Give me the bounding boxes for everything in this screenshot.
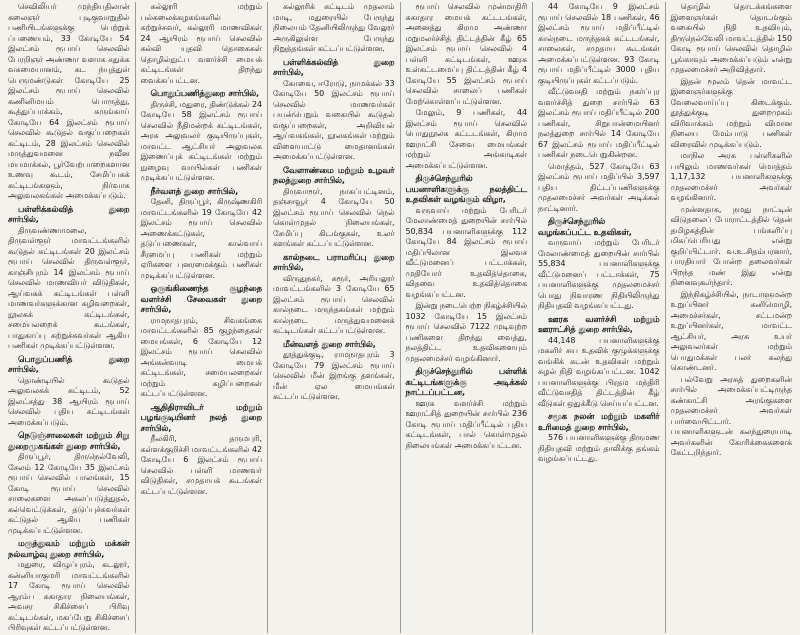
article-paragraph: திருவாரூர், நாகப்பட்டினம், தஞ்சாவூர் 4 கோடியே 50 இலட்சம் ரூபாய் செலவில் நெல் கொள்முதல் நிலையங்கள், சேமிப்பு கிடங்குகள், உலர் களங்கள் கட்டப்பட்டுள்ளன. <box>273 186 395 248</box>
section-subheading: சமூக நலன் மற்றும் மகளிர் உரிமைத் துறை சார்பில், <box>538 411 660 432</box>
article-paragraph: பல்வேறு அரசுத் துறைகளின் சார்பில் அமைக்கப்பட்டிருந்த கண்காட்சி அரங்குகளை முதலமைச்சர் அவர்கள் பார்வையிட்டார். பயனாளிகளுடன் கலந்துரையாடி அவர்களின் கோரிக்கைகளைக் கேட்டறிந்தார். <box>670 374 792 457</box>
article-paragraph: 44 கோடியே 9 இலட்சம் ரூபாய் செலவில் 18 பணிகள், 46 இலட்சம் ரூபாய் மதிப்பீட்டில் கால்நடை மருந்தகக் கட்டடங்கள், சாலைகள், சமுதாய கூடங்கள் அமைக்கப்பட்டுள்ளன. 93 கோடி ரூபாய் மதிப்பீட்டில் 3000 புதிய குடியிருப்புகள் கட்டப்படும். <box>538 2 660 85</box>
article-paragraph: திருவண்ணாமலை, திருவள்ளூர் மாவட்டங்களில் கூடுதல் கட்டிடங்கள் 20 இலட்சம் ரூபாய் செலவில் திருவள்ளூர், காஞ்சிபுரம் 14 இலட்சம் ரூபாய் செலவில் மாணவியர் விடுதிகள், ஆய்வகக் கட்டிடங்கள் பள்ளி மாணவர்களுக்கான கழிவறைகள், நூலகக் கட்டிடங்கள், சமையலறைக் கூடங்கள், பாதுகாப்பு சுற்றுச்சுவர்கள் ஆகிய பணிகள் முடிக்கப்பட்டுள்ளன. <box>8 225 130 350</box>
article-column <box>665 2 798 633</box>
section-subheading: கால்நடை பராமரிப்பு துறை சார்பில், <box>273 251 395 272</box>
article-paragraph: தூத்துக்குடி, ராமநாதபுரம் 3 கோடியே 79 இலட்சம் ரூபாய் செலவில் மீன் இறங்கு தளங்கள், மீன் ஏல மையங்கள் கட்டப்பட்டுள்ளன. <box>273 350 395 401</box>
section-subheading: திருச்செந்தூரில் வழங்கப்பட்ட உதவிகள், <box>538 216 632 237</box>
article-paragraph: முன்னதாக, நமது நாட்டின் விடுதலைப் போராட்டத்தில் தென் தமிழகத்தின் பங்களிப்பு மிகப்பெரியது என்று குறிப்பிட்டார். வ.உ.சிதம்பரனார், பாரதியார் போன்ற தலைவர்கள் பிறந்த மண் இது என்று நினைவுகூர்ந்தார். <box>670 204 792 287</box>
article-paragraph: இன்று நடைபெற்ற நிகழ்ச்சியில் 1032 கோடியே 15 இலட்சம் ரூபாய் செலவில் 7122 முடிவுற்ற பணிகளை திறந்து வைத்து, நலத்திட்ட உதவிகளையும் முதலமைச்சர் வழங்கினார். <box>405 301 527 363</box>
article-paragraph: திருப்பூர், திருநெல்வேலி, சேலம் 12 கோடியே 35 இலட்சம் ரூபாய் செலவில் பாலங்கள், 15 கோடி ரூபாய் செலவில் சாலைகளை அகலப்படுத்துதல், கல்வெட்டுக்கள், தடுப்புச்சுவர்கள் கட்டுதல் ஆகிய பணிகள் முடிக்கப்பட்டுள்ளன. <box>8 452 130 535</box>
article-paragraph: கல்லூரி மற்றும் பல்கலைக்கழகங்களில் சுற்றுச்சுவர், கல்லூரி மாணவிகள் 24 ஆயிரம் ரூபாய் செலவில் கல்வி யுதவி தொகைகள் தொழில்நுட்ப வளர்ச்சி மையக் கட்டிடங்கள் திறந்து வைக்கப்பட்டன. <box>140 2 262 85</box>
article-paragraph: ரூபாய் செலவில் முன்மாதிரி சுகாதார மையக் கட்டடங்கள், அனைத்து கிராம அண்ணா மறுமலர்ச்சித் திட்டத்தின் கீழ் 65 இலட்சம் ரூபாய் செலவில் 4 பள்ளி கட்டிடங்கள், ஊரக உள்கட்டமைப்பு திட்டத்தின் கீழ் 4 கோடியே 55 இலட்சம் ரூபாய் செலவில் சாலைப் பணிகள் மேற்கொள்ளப்பட்டுள்ளன. <box>405 2 527 106</box>
article-paragraph: வருவாய் மற்றும் பேரிடர் மேலாண்மைத் துறையின் சார்பில் 50,834 பயனாளிகளுக்கு 112 கோடியே 84 இலட்சம் ரூபாய் மதிப்பிலான இலவச வீட்டுமனைப் பட்டாக்கள், முதியோர் உதவித்தொகை, விதவை உதவித்தொகை வழங்கப்பட்டன. <box>405 205 527 299</box>
section-subheading: நீர்வளத் துறை சார்பில், <box>150 185 239 196</box>
article-paragraph: ராமநாதபுரம், சிவகங்கை மாவட்டங்களில் 85 குழந்தைகள் மையங்கள், 6 கோடியே 12 இலட்சம் ரூபாய் செலவில் அங்கன்வாடி மையக் கட்டிடங்கள், சமையலறைகள் மற்றும் கழிப்பறைகள் கட்டப்பட்டுள்ளன. <box>140 315 262 398</box>
article-paragraph: மொத்தம், 527 கோடியே 63 இலட்சம் ரூபாய் மதிப்பில் 3,597 புதிய திட்டப்பணிகளுக்கு முதலமைச்சர் அவர்கள் அடிக்கல் நாட்டினார். <box>538 161 660 213</box>
article-column <box>532 2 665 633</box>
article-paragraph: செவிலியர் முந்தியதிலான் கலைஞர் புடிகுவாறுதில் பணியிடங்களுக்கு பெற்றுக் ப்பணையம், 33 கோடியே 54 இலட்சம் ரூபாய் செலவில் பேரறிஞர் அண்ணா வளாக சதுக்க வசுமையானம், கட ந்யுத்துள் பெருமண்டுகள் கோடியே 25 இலட்சம் ரூபாய் செலவில் கணினிமயம் பொருத்து, கூத்துப்பாக்கம், கருங்காய் கோடியே 64 இலட்சம் ரூபாய் செலவில் கூடுதல் வகுப்பறைகள் கட்டிடம், 28 இலட்சம் செலவில் மருத்துவமனை நவீன மயமாக்கல், பூர்வேற்பாறைகளான உணவு கூடம், சேமிப்பகக் கட்டிடங்களும், நிர்வாக அலுவலகங்கள் அமைக்கப்படும். <box>8 2 130 200</box>
article-column <box>3 2 135 633</box>
section-subheading: வேளாண்மை மற்றும் உழவர் நலத்துறை சார்பில், <box>273 164 395 185</box>
article-paragraph: கோவை, ஈரோடு, நாமக்கல் 33 கோடியே 50 இலட்சம் ரூபாய் செலவில் மாணவர்கள் பயன்பெறும் வகையில் கூடுதல் வகுப்பறைகள், அறிவியல் ஆய்வகங்கள், நூலகங்கள் மற்றும் விளையாட்டு மைதானங்கள் அமைக்கப்பட்டுள்ளன. <box>273 78 395 161</box>
article-column <box>267 2 400 633</box>
article-paragraph: மாநில அரசு பள்ளிகளில் பயிலும் மாணவர்கள் மொத்தம் 1,17,132 பயனாளிகளுக்கு முதலமைச்சர் அவர்கள் வழங்கினார். <box>670 151 792 202</box>
section-subheading: மீன்வளத் துறை சார்பில், <box>283 338 376 349</box>
section-subheading: பள்ளிக்கல்வித் துறை சார்பில், <box>273 56 395 77</box>
section-subheading: ஆதிதிராவிடர் மற்றும் பழங்குடியினர் நலத் துறை சார்பில், <box>140 401 262 433</box>
section-subheading: மருத்துவம் மற்றும் மக்கள் நல்வாழ்வு துறை சார்பில், <box>8 538 130 559</box>
section-subheading: பொதுப்பணித்துறை சார்பில், <box>150 88 260 98</box>
article-paragraph: இந்நிகழ்ச்சியில், நாடாளுமன்ற உறுப்பினர் கனிமொழி, அமைச்சர்கள், சட்டமன்ற உறுப்பினர்கள், மாவட்ட ஆட்சியர், அரசு உயர் அலுவலர்கள் மற்றும் பொதுமக்கள் பலர் கலந்து கொண்டனர். <box>670 289 792 372</box>
article-paragraph: தேனி, திருப்பூர், கிருஷ்ணகிரி மாவட்டங்களில் 19 கோடியே 42 இலட்சம் ரூபாய் செலவில் அணைக்கட்டுகள், தடுப்பணைகள், கால்வாய் சீரமைப்பு பணிகள் மற்றும் ஏரிகளை புனரமைக்கும் பணிகள் முடிக்கப்பட்டுள்ளன. <box>140 197 262 280</box>
article-paragraph: இதன் மூலம் தென் மாவட்ட இளைஞர்களுக்கு வேலைவாய்ப்பு கிடைக்கும். தூத்துக்குடி துறைமுகம் விரிவாக்கம் மற்றும் விமான நிலைய மேம்பாடு பணிகள் விரைவில் முடிக்கப்படும். <box>670 76 792 149</box>
article-paragraph: விருதுநகர், கரூர், அரியலூர் மாவட்டங்களில் 3 கோடியே 65 இலட்சம் ரூபாய் செலவில் கால்நடை மருந்தகங்கள் மற்றும் கால்நடை மருத்துவமனைக் கட்டிடங்கள் கட்டப்பட்டுள்ளன. <box>273 273 395 335</box>
section-subheading: பொதுப்பணித் துறை சார்பில், <box>8 353 130 374</box>
article-paragraph: 576 பயனாளிகளுக்கு திருமண நிதியுதவி மற்றும் தாலிக்கு தங்கம் வழங்கப்பட்டது. <box>538 433 660 463</box>
section-subheading: ஒருங்கிணைந்த குழந்தை வளர்ச்சி சேவைகள் துறை சார்பில், <box>140 283 262 314</box>
article-paragraph: வருவாய் மற்றும் பேரிடர் மேலாண்மைத் துறையின் சார்பில் 55,834 பயனாளிகளுக்கு வீட்டுமனைப் பட்டாக்கள், 75 பயனாளிகளுக்கு முதலமைச்சர் பொது நிவாரண நிதியிலிருந்து நிதியுதவி வழங்கப்பட்டது. <box>538 238 660 310</box>
article-paragraph: மதுரை, விழுப்புரம், கடலூர், கன்னியாகுமரி மாவட்டங்களில் 17 கோடி ரூபாய் செலவில் ஆரம்ப சுகாதார நிலையங்கள், அவசர சிகிச்சைப் பிரிவு கட்டிடங்கள், மகப்பேறு சிகிச்சைப் பிரிவுகள் கட்டப்பட்டுள்ளன. <box>8 560 130 632</box>
article-paragraph: ஊரக வளர்ச்சி மற்றும் ஊராட்சித் துறையின் சார்பில் 236 கோடி ரூபாய் மதிப்பீட்டில் புதிய கட்டிடங்கள், பால் கொள்முதல் நிலையங்கள் அமைக்கப்பட்டன. <box>405 398 527 450</box>
article-paragraph: வீட்டுவசதி மற்றும் நகர்ப்புர வளர்ச்சித் துறை சார்பில் 63 இலட்சம் ரூபாய் மதிப்பீட்டில் 200 பணிகள், சிறுபான்மையினர் நலத்துறை சார்பில் 14 கோடியே 67 இலட்சம் ரூபாய் மதிப்பீட்டில் பணிகள் நடைபெறுகின்றன. <box>538 87 660 159</box>
article-paragraph: கல்லூரிக் கட்டிடம் முதலாம் மாடி, மதுரையில் பேருந்து நிலையம் தேனியிலிருந்து வேலூர் அருகிலுள்ள பேருந்து நிறுத்தங்கள் கட்டப்பட்டுள்ளன. <box>273 2 395 53</box>
article-paragraph: திருச்சி, மதுரை, திண்டுக்கல் 24 கோடியே 58 இலட்சம் ரூபாய் செலவில் நீதிமன்றக் கட்டிடங்கள், அரசு அலுவலர் குடியிருப்புகள், மாவட்ட ஆட்சியர் அலுவலக இணைப்புக் கட்டிடங்கள் மற்றும் நுழைவு வாயில்கள் பணிகள் முடிக்கப்பட்டுள்ளன. <box>140 99 262 182</box>
article-column <box>400 2 533 633</box>
article-paragraph: நீலகிரி, தருமபுரி, கள்ளக்குறிச்சி மாவட்டங்களில் 42 கோடியே 6 இலட்சம் ரூபாய் செலவில் பள்ளி மாணவர் விடுதிகள், சமுதாயக் கூடங்கள் கட்டப்பட்டுள்ளன. <box>140 434 262 496</box>
article-column <box>135 2 268 633</box>
section-subheading: நெடுஞ்சாலைகள் மற்றும் சிறு துறைமுகங்கள் துறை சார்பில், <box>8 430 130 451</box>
article-paragraph: தொழில் தொடக்கங்களை இளைஞர்கள் தொடங்கும் வகையில் நிதி உதவியும், திருநெல்வேலி மாவட்டத்தில் 150 கோடி ரூபாய் செலவில் தொழில் பூங்காவும் அமைக்கப்படும் என்று முதலமைச்சர் அறிவித்தார். <box>670 2 792 74</box>
article-paragraph: 44,148 பயனாளிகளுக்கு மகளிர் சுய உதவிக் குழுக்களுக்கு வங்கிக் கடன் உதவிகள் மற்றும் சுழல் நிதி வழங்கப்பட்டன. 1042 பயனாளிகளுக்கு பிரதம மந்திரி வீட்டுவசதித் திட்டத்தின் கீழ் வீடுகள் ஒதுக்கீடு செய்யப்பட்டன. <box>538 335 660 408</box>
article-paragraph: தொண்டியில் கூடுதல் அலுவலகக் கட்டிடம், 52 இலட்சத்து 38 ஆயிரம் ரூபாய் செலவில் புதிய கட்டிடங்கள் அமைக்கப்படும். <box>8 375 130 427</box>
article-paragraph: மேலும், 9 பணிகள், 44 இலட்சம் ரூபாய் செலவில் பொதுநூலக கட்டடங்கள், கிராம ஊராட்சி சேவை மையங்கள் மற்றும் அங்காடிகள் அமைக்கப்பட்டுள்ளன. <box>405 108 527 170</box>
section-subheading: ஊரக வளர்ச்சி மற்றும் ஊராட்சித் துறை சார்பில், <box>538 313 660 334</box>
section-subheading: திருச்செந்தூரில் பயனாளிகளுக்கு நலத்திட்ட உதவிகள் வழங்கும் விழா, <box>405 173 527 204</box>
section-subheading: திருச்செந்தூரில் பள்ளிக் கட்டிடங்களுக்கு அடிக்கல் நாட்டப்பட்டன, <box>405 366 527 397</box>
section-subheading: பள்ளிக்கல்வித் துறை சார்பில், <box>8 203 130 224</box>
